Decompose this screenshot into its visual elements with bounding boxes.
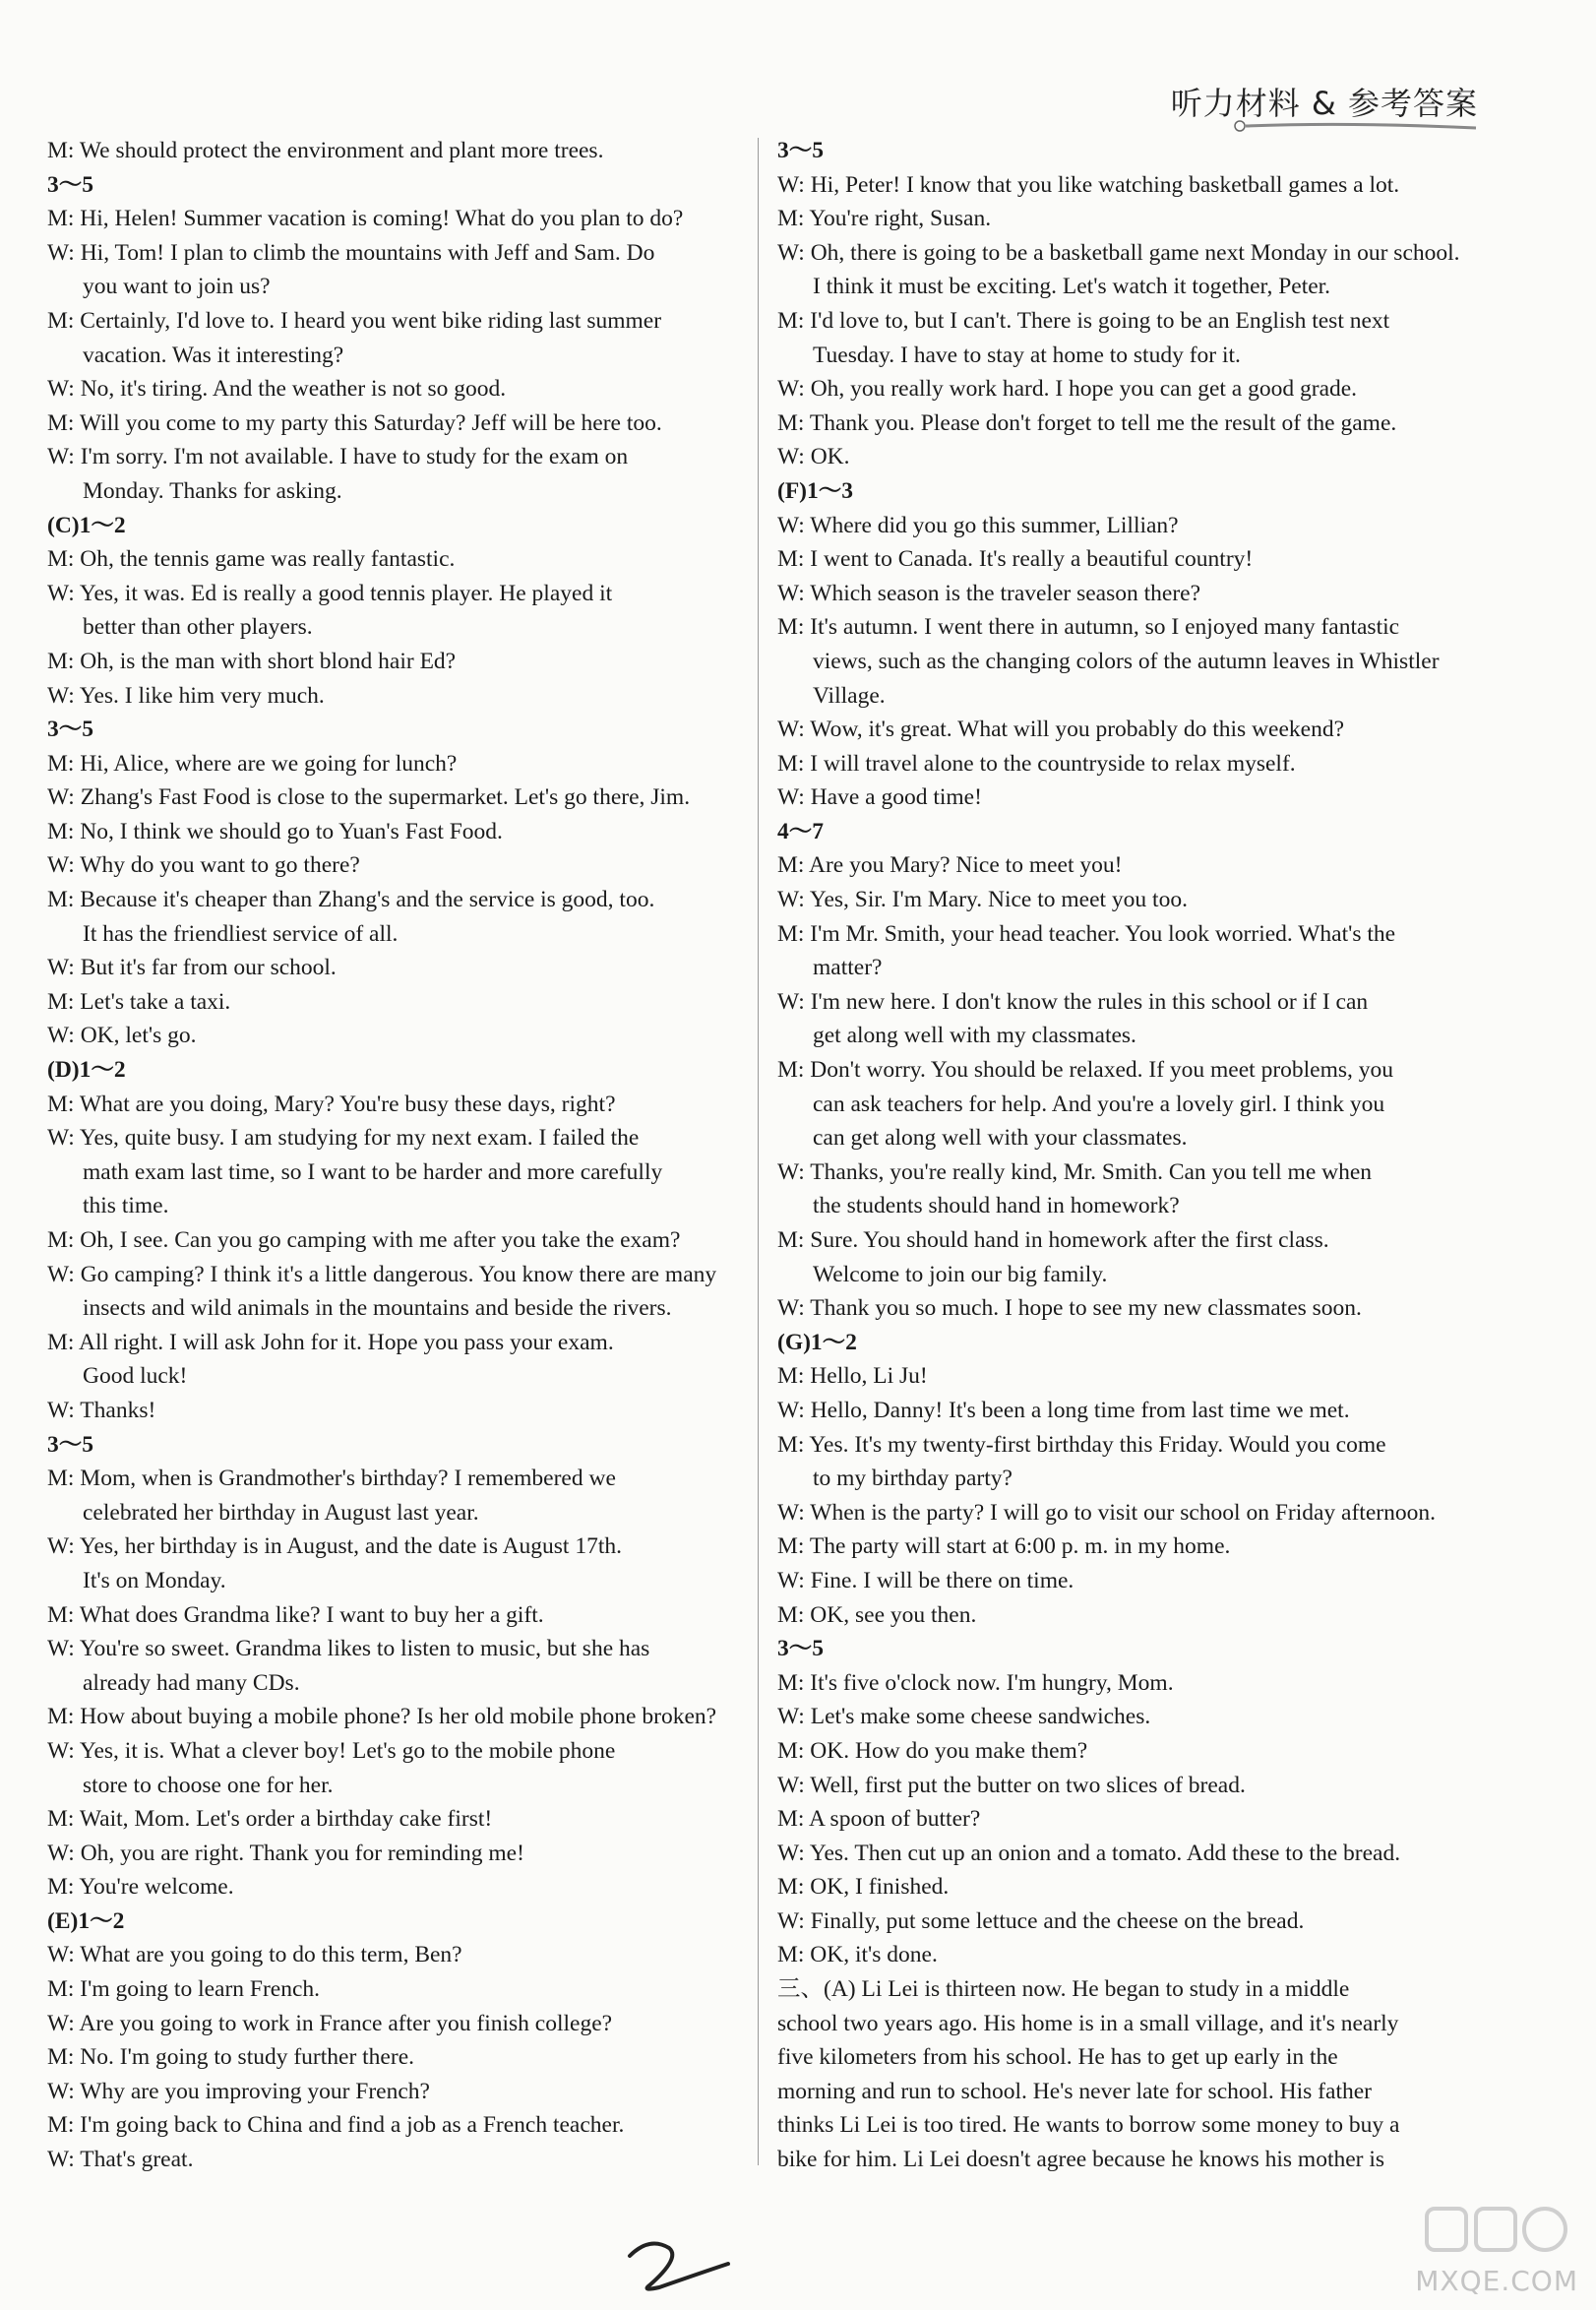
- dialogue-line: W: OK, let's go.: [47, 1023, 197, 1049]
- dialogue-line: M: Wait, Mom. Let's order a birthday cake first!: [47, 1806, 493, 1833]
- dialogue-line: M: OK. How do you make them?: [777, 1737, 1088, 1764]
- dialogue-line: M: I'm going to learn French.: [47, 1976, 321, 2003]
- watermark-url: MXQE.COM: [1415, 2265, 1578, 2297]
- dialogue-line: W: Yes, Sir. I'm Mary. Nice to meet you too.: [777, 887, 1188, 913]
- dialogue-line: M: Hello, Li Ju!: [777, 1363, 928, 1390]
- dialogue-line: get along well with my classmates.: [813, 1023, 1136, 1049]
- dialogue-line: Monday. Thanks for asking.: [83, 477, 342, 504]
- dialogue-line: W: Yes, quite busy. I am studying for my next exam. I failed the: [47, 1125, 640, 1152]
- dialogue-line: W: Yes. Then cut up an onion and a tomato. Add these to the bread.: [777, 1840, 1401, 1866]
- dialogue-line: M: OK, I finished.: [777, 1874, 950, 1901]
- dialogue-line: M: Hi, Alice, where are we going for lunch?: [47, 750, 458, 777]
- dialogue-line: views, such as the changing colors of the autumn leaves in Whistler: [813, 648, 1440, 674]
- dialogue-line: M: How about buying a mobile phone? Is her old mobile phone broken?: [47, 1704, 717, 1730]
- dialogue-line: five kilometers from his school. He has to get up early in the: [777, 2044, 1338, 2071]
- dialogue-line: M: Thank you. Please don't forget to tell me the result of the game.: [777, 409, 1397, 436]
- dialogue-line: W: Hi, Tom! I plan to climb the mountains with Jeff and Sam. Do: [47, 239, 655, 266]
- dialogue-line: M: Because it's cheaper than Zhang's and the service is good, too.: [47, 887, 655, 913]
- dialogue-line: M: Don't worry. You should be relaxed. If you meet problems, you: [777, 1057, 1394, 1084]
- dialogue-line: W: Yes. I like him very much.: [47, 682, 325, 709]
- dialogue-line: M: Yes. It's my twenty-first birthday this Friday. Would you come: [777, 1431, 1386, 1458]
- dialogue-line: math exam last time, so I want to be harder and more carefully: [83, 1158, 663, 1185]
- dialogue-line: school two years ago. His home is in a small village, and it's nearly: [777, 2010, 1399, 2036]
- dialogue-line: W: You're so sweet. Grandma likes to listen to music, but she has: [47, 1636, 650, 1662]
- dialogue-line: Good luck!: [83, 1363, 188, 1390]
- page-header-title: 听力材料 & 参考答案: [1170, 85, 1478, 122]
- dialogue-line: W: Why are you improving your French?: [47, 2078, 430, 2104]
- dialogue-line: W: Go camping? I think it's a little dangerous. You know there are many: [47, 1261, 717, 1287]
- dialogue-line: W: That's great.: [47, 2147, 194, 2173]
- dialogue-line: W: Let's make some cheese sandwiches.: [777, 1704, 1151, 1730]
- dialogue-line: can ask teachers for help. And you're a lovely girl. I think you: [813, 1091, 1385, 1117]
- section-heading: (G)1～2: [777, 1329, 857, 1355]
- section-heading: (C)1～2: [47, 512, 126, 538]
- dialogue-line: Village.: [813, 682, 886, 709]
- dialogue-line: W: Well, first put the butter on two slices of bread.: [777, 1772, 1246, 1798]
- column-divider: [758, 138, 759, 2165]
- left-column: [47, 134, 746, 2177]
- dialogue-line: M: No, I think we should go to Yuan's Fast Food.: [47, 818, 503, 844]
- dialogue-line: 三、(A) Li Lei is thirteen now. He began to study in a middle: [777, 1976, 1350, 2003]
- dialogue-line: W: What are you going to do this term, Ben?: [47, 1942, 462, 1968]
- dialogue-line: W: But it's far from our school.: [47, 955, 337, 981]
- dialogue-line: W: Yes, her birthday is in August, and the date is August 17th.: [47, 1533, 622, 1560]
- dialogue-line: W: When is the party? I will go to visit our school on Friday afternoon.: [777, 1499, 1436, 1526]
- dialogue-line: vacation. Was it interesting?: [83, 342, 344, 368]
- dialogue-line: It's on Monday.: [83, 1567, 226, 1593]
- dialogue-line: W: Finally, put some lettuce and the cheese on the bread.: [777, 1907, 1305, 1934]
- dialogue-line: M: All right. I will ask John for it. Hope you pass your exam.: [47, 1329, 614, 1355]
- dialogue-line: W: No, it's tiring. And the weather is not so good.: [47, 376, 507, 403]
- dialogue-line: Tuesday. I have to stay at home to study for it.: [813, 342, 1241, 368]
- dialogue-line: M: I'm going back to China and find a job as a French teacher.: [47, 2112, 625, 2139]
- dialogue-line: W: OK.: [777, 444, 850, 470]
- handwritten-page-number: [620, 2234, 738, 2293]
- dialogue-line: W: Yes, it is. What a clever boy! Let's go to the mobile phone: [47, 1737, 616, 1764]
- dialogue-line: M: Mom, when is Grandmother's birthday? I remembered we: [47, 1466, 616, 1492]
- section-heading: (E)1～2: [47, 1907, 125, 1934]
- dialogue-line: M: What are you doing, Mary? You're busy these days, right?: [47, 1091, 616, 1117]
- dialogue-line: thinks Li Lei is too tired. He wants to borrow some money to buy a: [777, 2112, 1400, 2139]
- dialogue-line: M: I'm Mr. Smith, your head teacher. You look worried. What's the: [777, 920, 1396, 947]
- dialogue-line: W: Oh, you really work hard. I hope you can get a good grade.: [777, 376, 1358, 403]
- dialogue-line: store to choose one for her.: [83, 1772, 334, 1798]
- section-heading: 3～5: [47, 717, 93, 743]
- dialogue-line: W: Fine. I will be there on time.: [777, 1567, 1074, 1593]
- dialogue-line: you want to join us?: [83, 274, 271, 300]
- dialogue-line: W: Thanks!: [47, 1397, 156, 1423]
- dialogue-line: to my birthday party?: [813, 1466, 1013, 1492]
- dialogue-line: W: Hello, Danny! It's been a long time from last time we met.: [777, 1397, 1350, 1423]
- dialogue-line: W: Thank you so much. I hope to see my new classmates soon.: [777, 1295, 1362, 1322]
- watermark-logo: [1415, 2203, 1578, 2267]
- dialogue-line: M: Oh, is the man with short blond hair Ed?: [47, 648, 457, 674]
- dialogue-line: M: Hi, Helen! Summer vacation is coming! What do you plan to do?: [47, 206, 684, 232]
- dialogue-line: W: Where did you go this summer, Lillian?: [777, 512, 1179, 538]
- dialogue-line: W: Have a good time!: [777, 784, 982, 811]
- dialogue-line: M: It's autumn. I went there in autumn, so I enjoyed many fantastic: [777, 614, 1400, 641]
- dialogue-line: M: Let's take a taxi.: [47, 988, 231, 1015]
- dialogue-line: W: Which season is the traveler season there?: [777, 580, 1201, 606]
- dialogue-line: M: I'd love to, but I can't. There is going to be an English test next: [777, 307, 1390, 334]
- section-heading: 4～7: [777, 818, 824, 844]
- dialogue-line: W: Zhang's Fast Food is close to the supermarket. Let's go there, Jim.: [47, 784, 691, 811]
- dialogue-line: W: I'm sorry. I'm not available. I have to study for the exam on: [47, 444, 629, 470]
- section-heading: (F)1～3: [777, 477, 854, 504]
- dialogue-line: M: You're welcome.: [47, 1874, 234, 1901]
- dialogue-line: morning and run to school. He's never late for school. His father: [777, 2078, 1372, 2104]
- dialogue-line: W: Why do you want to go there?: [47, 852, 360, 879]
- dialogue-line: insects and wild animals in the mountains and beside the rivers.: [83, 1295, 672, 1322]
- dialogue-line: I think it must be exciting. Let's watch it together, Peter.: [813, 274, 1331, 300]
- dialogue-line: M: OK, see you then.: [777, 1601, 977, 1628]
- section-heading: 3～5: [47, 1431, 93, 1458]
- dialogue-line: W: Thanks, you're really kind, Mr. Smith. Can you tell me when: [777, 1158, 1373, 1185]
- dialogue-line: W: I'm new here. I don't know the rules in this school or if I can: [777, 988, 1369, 1015]
- dialogue-line: Welcome to join our big family.: [813, 1261, 1108, 1287]
- dialogue-line: the students should hand in homework?: [813, 1193, 1180, 1219]
- site-watermark: [1415, 2203, 1578, 2296]
- dialogue-line: M: Will you come to my party this Saturday? Jeff will be here too.: [47, 409, 662, 436]
- dialogue-line: M: I will travel alone to the countryside to relax myself.: [777, 750, 1296, 777]
- dialogue-line: M: I went to Canada. It's really a beautiful country!: [777, 546, 1254, 573]
- dialogue-line: M: A spoon of butter?: [777, 1806, 981, 1833]
- section-heading: 3～5: [777, 138, 824, 163]
- section-heading: 3～5: [777, 1636, 824, 1662]
- dialogue-line: M: No. I'm going to study further there.: [47, 2044, 414, 2071]
- right-column: [777, 134, 1481, 2177]
- dialogue-line: M: OK, it's done.: [777, 1942, 938, 1968]
- dialogue-line: W: Are you going to work in France after you finish college?: [47, 2010, 613, 2036]
- dialogue-line: M: Sure. You should hand in homework after the first class.: [777, 1227, 1329, 1253]
- dialogue-line: can get along well with your classmates.: [813, 1125, 1188, 1152]
- dialogue-line: W: Oh, there is going to be a basketball game next Monday in our school.: [777, 239, 1460, 266]
- section-heading: (D)1～2: [47, 1057, 126, 1084]
- dialogue-line: M: Oh, I see. Can you go camping with me after you take the exam?: [47, 1227, 681, 1253]
- dialogue-line: better than other players.: [83, 614, 313, 641]
- section-heading: 3～5: [47, 171, 93, 198]
- dialogue-line: M: The party will start at 6:00 p. m. in my home.: [777, 1533, 1231, 1560]
- dialogue-line: W: Wow, it's great. What will you probably do this weekend?: [777, 717, 1345, 743]
- dialogue-line: W: Hi, Peter! I know that you like watching basketball games a lot.: [777, 171, 1400, 198]
- dialogue-line: W: Yes, it was. Ed is really a good tennis player. He played it: [47, 580, 613, 606]
- dialogue-line: M: Certainly, I'd love to. I heard you went bike riding last summer: [47, 307, 662, 334]
- dialogue-line: M: We should protect the environment and plant more trees.: [47, 138, 604, 163]
- dialogue-line: bike for him. Li Lei doesn't agree because he knows his mother is: [777, 2147, 1385, 2173]
- header-underline-decoration: [1232, 120, 1478, 132]
- dialogue-line: already had many CDs.: [83, 1669, 300, 1696]
- dialogue-line: M: Are you Mary? Nice to meet you!: [777, 852, 1123, 879]
- dialogue-line: matter?: [813, 955, 883, 981]
- dialogue-line: M: Oh, the tennis game was really fantastic.: [47, 546, 456, 573]
- dialogue-line: celebrated her birthday in August last year.: [83, 1499, 479, 1526]
- dialogue-line: M: What does Grandma like? I want to buy her a gift.: [47, 1601, 544, 1628]
- dialogue-line: W: Oh, you are right. Thank you for reminding me!: [47, 1840, 524, 1866]
- dialogue-line: this time.: [83, 1193, 169, 1219]
- dialogue-line: M: It's five o'clock now. I'm hungry, Mom.: [777, 1669, 1174, 1696]
- dialogue-line: It has the friendliest service of all.: [83, 920, 399, 947]
- dialogue-line: M: You're right, Susan.: [777, 206, 992, 232]
